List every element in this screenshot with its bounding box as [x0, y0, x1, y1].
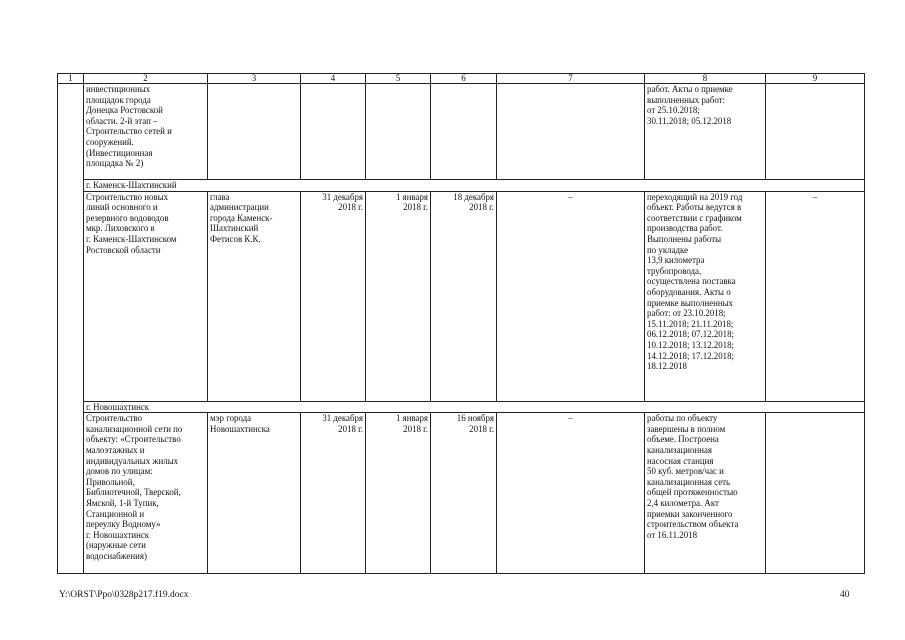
- page-number: 40: [840, 590, 850, 600]
- column-number: 5: [366, 74, 431, 84]
- object-name-cell: Строительство новых линий основного и резервного водоводов мкр. Лиховского в г. Каменск-Шахтинском Ростовской области: [84, 191, 208, 401]
- responsible-cell: глава администрации города Каменск- Шахтинский Фетисов К.К.: [208, 191, 301, 401]
- responsible-cell: мэр города Новошахтинска: [208, 413, 301, 574]
- column-number: 6: [431, 74, 497, 84]
- status-cell: работы по объекту завершены в полном объеме. Построена канализационная насосная станция 50 куб. метров/час и канализационная сеть общей протяженностью 2,4 километра. Акт приемки законченного строительством объекта от 16.11.2018: [645, 413, 766, 574]
- section-row: [58, 180, 865, 192]
- column-number: 1: [58, 74, 84, 84]
- end-date-cell: 16 ноября 2018 г.: [431, 413, 497, 574]
- end-date-cell: 18 декабря 2018 г.: [431, 191, 497, 401]
- section-title-novoshakhtinsk: г. Новошахтинск: [84, 401, 865, 413]
- note-cell: [497, 84, 645, 180]
- responsible-cell: [208, 84, 301, 180]
- comment-cell: –: [766, 191, 865, 401]
- start-date-cell: 1 января 2018 г.: [366, 191, 431, 401]
- object-name-cell: инвестиционных площадок города Донецка Ростовской области. 2-й этап – Строительство сетей и сооружений. (Инвестиционная площадка № 2): [84, 84, 208, 180]
- deadline-cell: 31 декабря 2018 г.: [301, 413, 366, 574]
- table-row: [58, 84, 865, 180]
- report-table: [57, 73, 865, 574]
- start-date-cell: 1 января 2018 г.: [366, 413, 431, 574]
- table-row: [58, 191, 865, 401]
- status-cell: переходящий на 2019 год объект. Работы ведутся в соответствии с графиком производства работ. Выполнены работы по укладке 13,9 километра трубопровода, осуществлена поставка оборудования. Акты о приемке выполненных работ: от 23.10.2018; 15.11.2018; 21.11.2018; 06.12.2018; 07.12.2018; 10.12.2018; 13.12.2018; 14.12.2018; 17.12.2018; 18.12.2018: [645, 191, 766, 401]
- column-number: 7: [497, 74, 645, 84]
- column-number-row: [58, 74, 865, 84]
- start-date-cell: [366, 84, 431, 180]
- column-number: 4: [301, 74, 366, 84]
- section-row: [58, 401, 865, 413]
- object-name-cell: Строительство канализационной сети по объекту: «Строительство малоэтажных и индивидуальных жилых домов по улицам: Привольной, Библиотечной, Тверской, Ямской, 1-й Тупик, Станционной и переулку Водному» г. Новошахтинск (наружные сети водоснабжения): [84, 413, 208, 574]
- deadline-cell: 31 декабря 2018 г.: [301, 191, 366, 401]
- end-date-cell: [431, 84, 497, 180]
- column-number: 8: [645, 74, 766, 84]
- comment-cell: [766, 413, 865, 574]
- column-number: 9: [766, 74, 865, 84]
- note-cell: –: [497, 413, 645, 574]
- status-cell: работ. Акты о приемке выполненных работ: от 25.10.2018; 30.11.2018; 05.12.2018: [645, 84, 766, 180]
- table-row: [58, 413, 865, 574]
- row-number-cell: [58, 84, 84, 574]
- comment-cell: [766, 84, 865, 180]
- deadline-cell: [301, 84, 366, 180]
- section-title-kamensk: г. Каменск-Шахтинский: [84, 180, 865, 192]
- note-cell: –: [497, 191, 645, 401]
- footer-file-path: Y:\ORST\Ppo\0328p217.f19.docx: [59, 590, 189, 600]
- column-number: 2: [84, 74, 208, 84]
- column-number: 3: [208, 74, 301, 84]
